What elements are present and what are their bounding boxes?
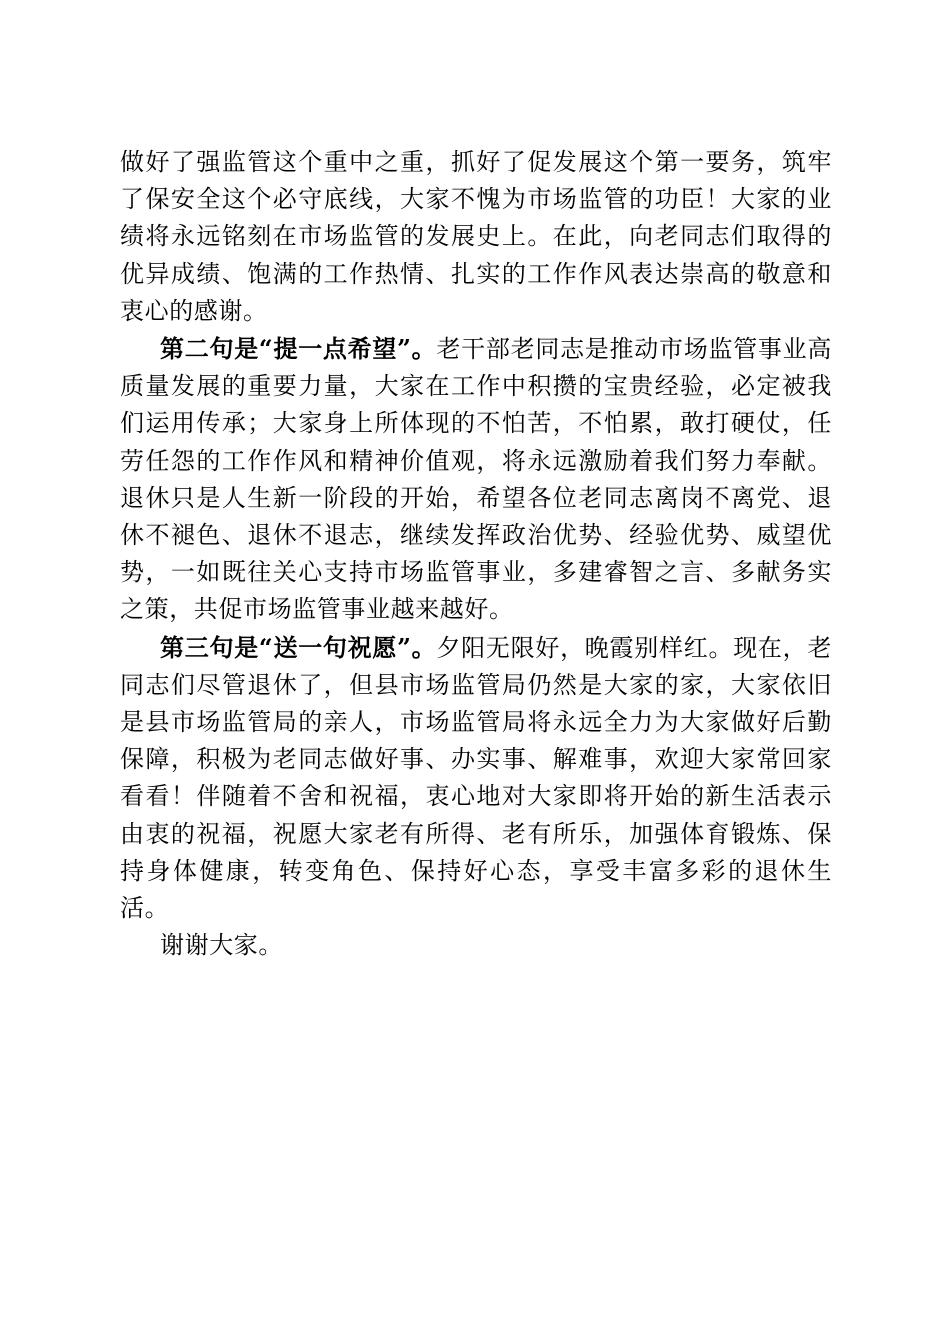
paragraph-continuation: [120, 144, 832, 330]
paragraph-lead: 第三句是“送一句祝愿”。: [160, 632, 437, 662]
paragraph-lead: 第二句是“提一点希望”。: [160, 334, 437, 364]
paragraph-text: 夕阳无限好，晚霞别样红。现在，老同志们尽管退休了，但县市场监管局仍然是大家的家，大家依旧是县市场监管局的亲人，市场监管局将永远全力为大家做好后勤保障，积极为老同志做好事、办实事、解难事，欢迎大家常回家看看！伴随着不舍和祝福，衷心地对大家即将开始的新生活表示由衷的祝福，祝愿大家老有所得、老有所乐，加强体育锻炼、保持身体健康，转变角色、保持好心态，享受丰富多彩的退休生活。: [120, 633, 832, 923]
paragraph-third-point: [120, 629, 832, 928]
paragraph-text: 老干部老同志是推动市场监管事业高质量发展的重要力量，大家在工作中积攒的宝贵经验，必定被我们运用传承；大家身上所体现的不怕苦，不怕累，敢打硬仗，任劳任怨的工作作风和精神价值观，将永远激励着我们努力奉献。退休只是人生新一阶段的开始，希望各位老同志离岗不离党、退休不褪色、退休不退志，继续发挥政治优势、经验优势、威望优势，一如既往关心支持市场监管事业，多建睿智之言、多献务实之策，共促市场监管事业越来越好。: [120, 335, 832, 624]
closing-line: 谢谢大家。: [160, 931, 283, 960]
paragraph-second-point: [120, 330, 832, 629]
paragraph-text: 做好了强监管这个重中之重，抓好了促发展这个第一要务，筑牢了保安全这个必守底线，大家不愧为市场监管的功臣！大家的业绩将永远铭刻在市场监管的发展史上。在此，向老同志们取得的优异成绩、饱满的工作热情、扎实的工作作风表达崇高的敬意和衷心的感谢。: [120, 148, 832, 325]
document-page: [120, 144, 832, 964]
